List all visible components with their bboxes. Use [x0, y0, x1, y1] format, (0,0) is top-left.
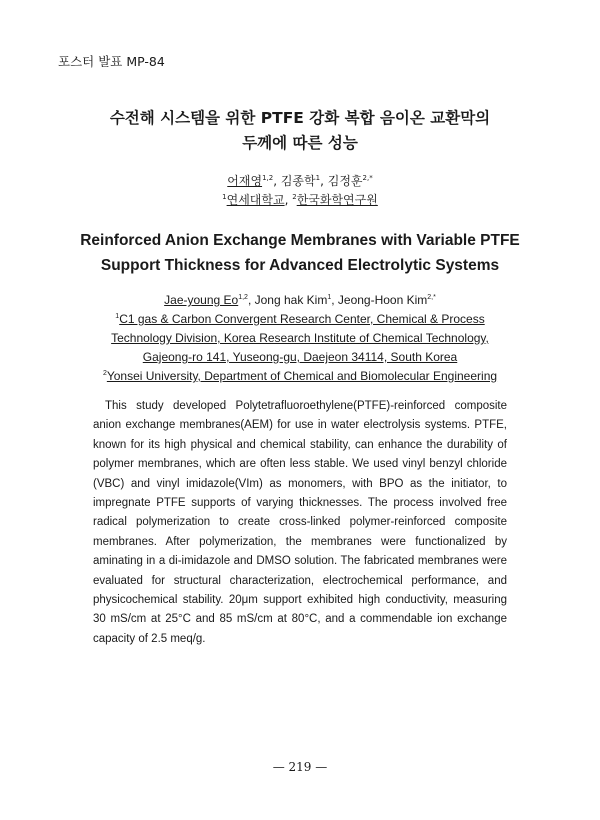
korean-title-line-1: 수전해 시스템을 위한 PTFE 강화 복합 음이온 교환막의: [109, 109, 491, 127]
poster-session-label: 포스터 발표 MP-84: [58, 54, 165, 69]
english-title-line-1: Reinforced Anion Exchange Membranes with Variable PTFE: [80, 232, 520, 249]
korean-title: [0, 106, 600, 156]
english-affiliation-sup: 1: [115, 313, 120, 320]
korean-affiliation-sup: 1: [222, 193, 227, 201]
english-author-sup: 2,*: [427, 294, 436, 301]
korean-author-sup: 1: [315, 174, 321, 182]
english-title: [0, 228, 600, 278]
korean-affiliation-name: 연세대학교: [226, 193, 285, 207]
english-title-line-2: Support Thickness for Advanced Electrolytic Systems: [100, 257, 500, 274]
english-author-block: [0, 291, 600, 386]
english-affiliation-1-cont: [0, 329, 600, 348]
korean-author-list: 어재영$^{1,2}$, 김종학$^1$, 김정훈$^{2,*}$: [227, 174, 373, 188]
korean-author-name: 김정훈: [327, 174, 363, 188]
english-affiliation-line: Yonsei University, Department of Chemical and Biomolecular Engineering: [106, 369, 498, 383]
korean-author-sup: 2,*: [362, 174, 373, 182]
english-affiliation-2: [0, 367, 600, 386]
korean-affiliation-list: $^1$연세대학교, $^2$한국화학연구원: [222, 193, 378, 207]
english-affiliation-1-cont: [0, 348, 600, 367]
korean-affiliation-name: 한국화학연구원: [296, 193, 378, 207]
english-affiliation-sup: 2: [102, 370, 107, 377]
korean-author-sup: 1,2: [262, 174, 274, 182]
english-author-sup: 1: [327, 294, 332, 301]
english-author-name: Jeong-Hoon Kim: [337, 293, 428, 307]
page-number: — 219 —: [272, 760, 328, 774]
english-author-sup: 1,2: [238, 294, 248, 301]
abstract-paragraph: This study developed Polytetrafluoroethylene(PTFE)-reinforced composite anion exchange membranes(AEM) for use in water electrolysis systems. PTFE, known for its high physical and chemical stability, can enhance the durability of polymer membranes, which are often less stable. We used vinyl benzyl chloride (VBC) and vinyl imidazole(VIm) as monomers, with BPO as the initiator, to impregnate PTFE supports of varying thicknesses. The process involved free radical polymerization to create cross-linked polymer-reinforced composite membranes. After polymerization, the membranes were functionalized by aminating in a di-imidazole and DMSO solution. The fabricated membranes were evaluated for structural characterization, electrochemical performance, and physicochemical stability. 20μm support exhibited high conductivity, measuring 30 mS/cm at 25°C and 85 mS/cm at 80°C, and a commendable ion exchange capacity of 2.5 meq/g.: [93, 400, 507, 645]
korean-affiliation-sup: 2: [292, 193, 297, 201]
english-affiliation-1: [0, 310, 600, 329]
korean-author-name: 어재영: [227, 174, 263, 188]
english-affiliation-line: C1 gas & Carbon Convergent Research Center, Chemical & Process: [119, 312, 485, 326]
english-author-name: Jae-young Eo: [164, 293, 239, 307]
english-author-list: Jae-young Eo$^{1,2}$, Jong hak Kim$^1$, Jeong-Hoon Kim$^{2,*}$: [164, 293, 436, 307]
english-affiliation-line: Technology Division, Korea Research Institute of Chemical Technology,: [111, 331, 489, 345]
korean-author-block: [0, 172, 600, 210]
english-author-name: Jong hak Kim: [254, 293, 328, 307]
korean-author-name: 김종학: [280, 174, 316, 188]
korean-title-line-2: 두께에 따른 성능: [242, 134, 358, 152]
english-affiliation-line: Gajeong-ro 141, Yuseong-gu, Daejeon 34114, South Korea: [142, 350, 458, 364]
